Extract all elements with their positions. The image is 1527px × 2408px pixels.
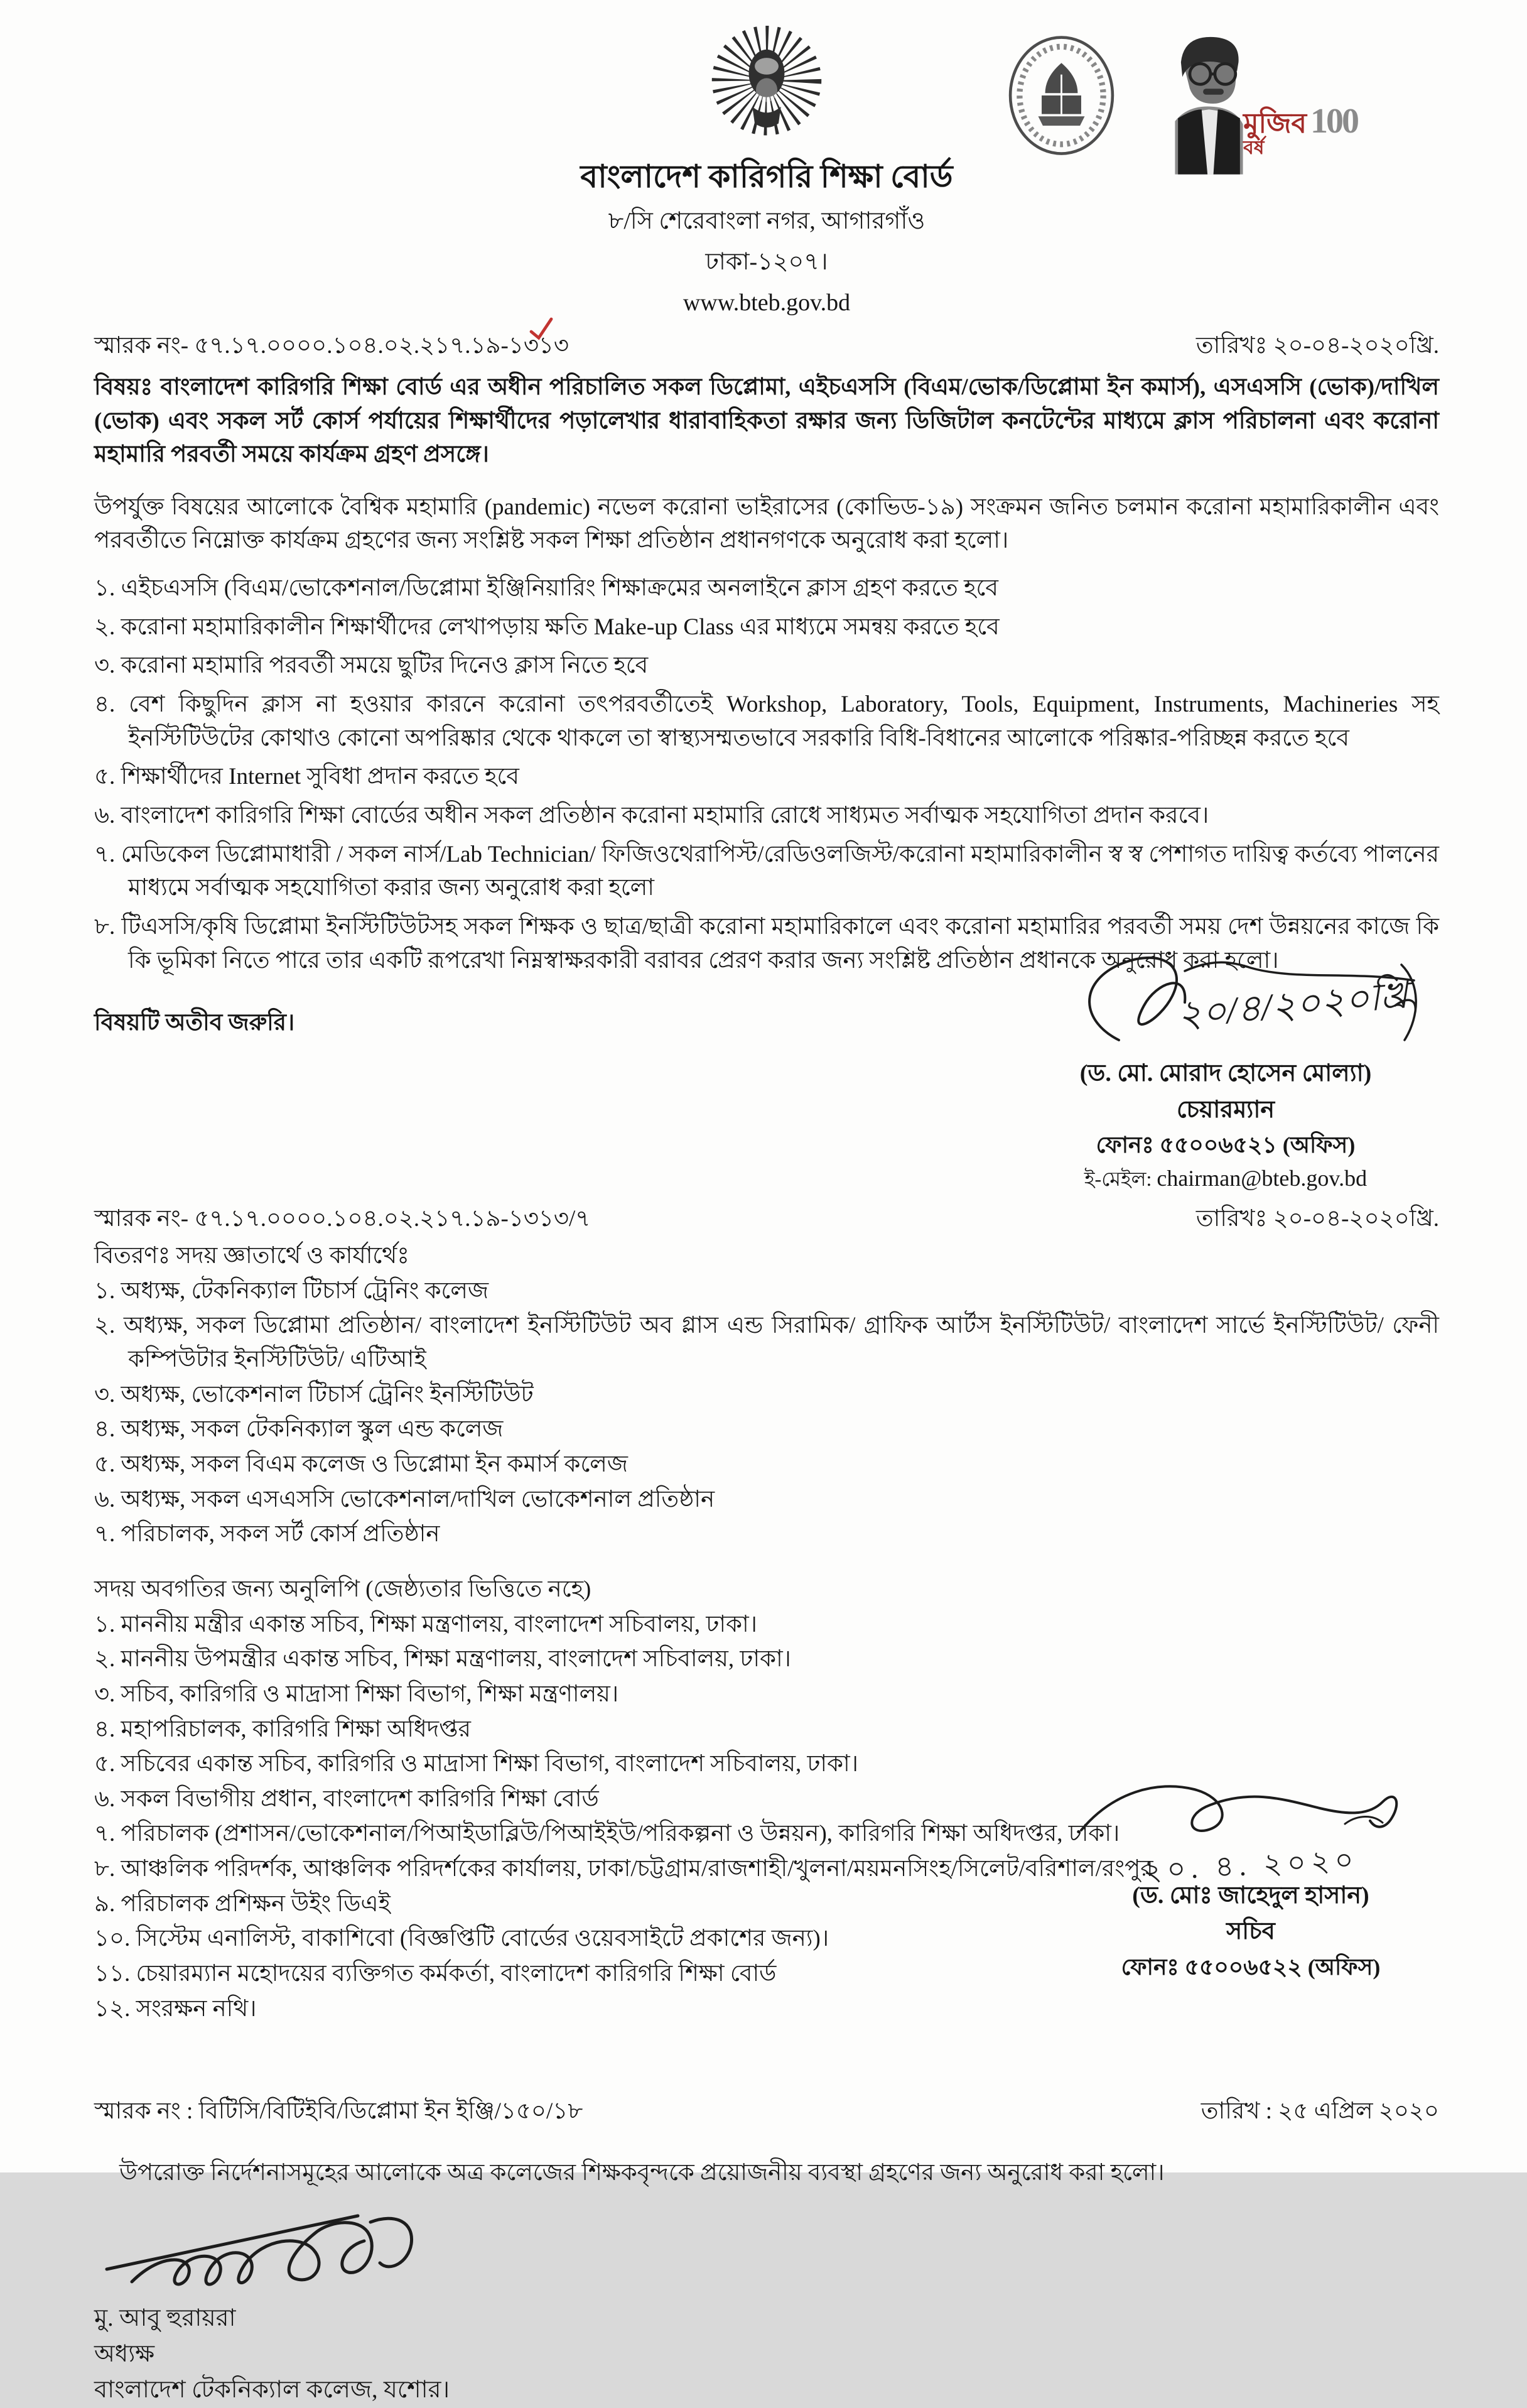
forwarding-note: উপরোক্ত নির্দেশনাসমূহের আলোকে অত্র কলেজের শিক্ষকবৃন্দকে প্রয়োজনীয় ব্যবস্থা গ্রহণের জন্য অনুরোধ করা হলো। (119, 2159, 1165, 2186)
copy-heading: সদয় অবগতির জন্য অনুলিপি (জেষ্ঠ্যতার ভিত্তিতে নহে) (94, 1576, 591, 1602)
org-website: www.bteb.gov.bd (683, 290, 851, 317)
org-name: বাংলাদেশ কারিগরি শিক্ষা বোর্ড (580, 159, 953, 194)
chairman-name: (ড. মো. মোরাদ হোসেন মোল্যা) (1079, 1060, 1372, 1087)
copy-item: ১. মাননীয় মন্ত্রীর একান্ত সচিব, শিক্ষা মন্ত্রণালয়, বাংলাদেশ সচিবালয়, ঢাকা। (94, 1611, 757, 1637)
directive-item: ১. এইচএসসি (বিএম/ভোকেশনাল/ডিপ্লোমা ইঞ্জিনিয়ারিং শিক্ষাক্রমের অনলাইনে ক্লাস গ্রহণ করতে হবে (94, 575, 998, 602)
secretary-signature-block (1075, 1755, 1427, 1982)
chairman-handwritten-date: ২০/৪/২০২০খ্রি (1175, 974, 1410, 1036)
memo2-date: তারিখঃ ২০-০৪-২০২০খ্রি. (1195, 1205, 1439, 1232)
distribution-item: ২. অধ্যক্ষ, সকল ডিপ্লোমা প্রতিষ্ঠান/ বাংলাদেশ ইনস্টিটিউট অব গ্লাস এন্ড সিরামিক/ গ্রাফিক আর্টস ইনস্টিটিউট/ বাংলাদেশ সার্ভে ইনস্টিটিউট/ ফেনী কম্পিউটার ইনস্টিটিউট/ এটিআই (94, 1313, 1439, 1373)
principal-signature (94, 2194, 1439, 2301)
distribution-item: ১. অধ্যক্ষ, টেকনিক্যাল টিচার্স ট্রেনিং কলেজ (94, 1277, 489, 1304)
copy-item: ৯. পরিচালক প্রশিক্ষন উইং ডিএই (94, 1890, 391, 1917)
copy-item: ৭. পরিচালক (প্রশাসন/ভোকেশনাল/পিআইডাব্লিউ/পিআইইউ/পরিকল্পনা ও উন্নয়ন), কারিগরি শিক্ষা অধিদপ্তর, ঢাকা। (94, 1821, 1120, 1847)
mujib-logo-100: 100 (1310, 102, 1357, 141)
secretary-phone: ফোনঃ ৫৫০০৬৫২২ (অফিস) (1121, 1954, 1381, 1980)
org-address: ৮/সি শেরেবাংলা নগর, আগারগাঁও (608, 208, 925, 234)
chairman-title: চেয়ারম্যান (1176, 1096, 1275, 1123)
intro-paragraph: উপর্যুক্ত বিষয়ের আলোকে বৈশ্বিক মহামারি (pandemic) নভেল করোনা ভাইরাসের (কোভিড-১৯) সংক্রমন জনিত চলমান করোনা মহামারিকালীন এবং পরবর্তীতে নিম্নোক্ত কার্যক্রম গ্রহণের জন্য সংশ্লিষ্ট সকল শিক্ষা প্রতিষ্ঠান প্রধানগণকে অনুরোধ করা হলো। (94, 494, 1439, 554)
secretary-title: সচিব (1226, 1918, 1275, 1945)
copy-item: ৪. মহাপরিচালক, কারিগরি শিক্ষা অধিদপ্তর (94, 1716, 471, 1742)
chairman-phone: ফোনঃ ৫৫০০৬৫২১ (অফিস) (1096, 1132, 1356, 1158)
secretary-handwritten-date: ২০. ৪. ২০২০ (1142, 1843, 1359, 1887)
memo2-row (94, 1202, 1439, 1236)
chairman-email-label: ই-মেইল: (1084, 1167, 1152, 1190)
principal-title: অধ্যক্ষ (94, 2340, 155, 2367)
bteb-starburst-seal-icon (707, 14, 826, 152)
distribution-list (94, 1274, 1439, 1551)
mujib100-logo (1157, 33, 1357, 180)
chairman-email: chairman@bteb.gov.bd (1157, 1165, 1368, 1191)
org-city: ঢাকা-১২০৭। (705, 249, 828, 276)
chairman-email-row (1025, 1164, 1427, 1193)
memo3-date: তারিখ : ২৫ এপ্রিল ২০২০ (1201, 2098, 1439, 2125)
directive-item: ৪. বেশ কিছুদিন ক্লাস না হওয়ার কারনে করোনা তৎপরবর্তীতেই Workshop, Laboratory, Tools, Equipment, Instruments, Machineries সহ ইনস্টিটিউটের কোথাও কোনো অপরিষ্কার থেকে থাকলে তা স্বাস্থ্যসম্মতভাবে সরকারি বিধি-বিধানের আলোকে পরিষ্কার-পরিচ্ছন্ন করতে হবে (94, 691, 1439, 751)
directive-item: ৫. শিক্ষার্থীদের Internet সুবিধা প্রদান করতে হবে (94, 764, 519, 790)
distribution-item: ৬. অধ্যক্ষ, সকল এসএসসি ভোকেশনাল/দাখিল ভোকেশনাল প্রতিষ্ঠান (94, 1486, 715, 1512)
directive-item: ৬. বাংলাদেশ কারিগরি শিক্ষা বোর্ডের অধীন সকল প্রতিষ্ঠান করোনা মহামারি রোধে সাধ্যমত সর্বাত্মক সহযোগিতা প্রদান করবে। (94, 802, 1209, 828)
red-tick-mark (527, 317, 555, 342)
directive-item: ৩. করোনা মহামারি পরবর্তী সময়ে ছুটির দিনেও ক্লাস নিতে হবে (94, 653, 649, 679)
mujib-logo-word: মুজিব (1243, 108, 1307, 139)
directive-item: ৭. মেডিকেল ডিপ্লোমাধারী / সকল নার্স/Lab Technician/ ফিজিওথেরাপিস্ট/রেডিওলজিস্ট/করোনা মহামারিকালীন স্ব স্ব পেশাগত দায়িত্ব কর্তব্যে পালনের মাধ্যমে সর্বাত্মক সহযোগিতা করার জন্য অনুরোধ করা হলো (94, 841, 1439, 901)
distribution-item: ৫. অধ্যক্ষ, সকল বিএম কলেজ ও ডিপ্লোমা ইন কমার্স কলেজ (94, 1451, 628, 1478)
chairman-signature (1025, 946, 1427, 1062)
copy-item: ৩. সচিব, কারিগরি ও মাদ্রাসা শিক্ষা বিভাগ, শিক্ষা মন্ত্রণালয়। (94, 1681, 619, 1707)
directive-item: ৮. টিএসসি/কৃষি ডিপ্লোমা ইনস্টিটিউটসহ সকল শিক্ষক ও ছাত্র/ছাত্রী করোনা মহামারিকালে এবং করোনা মহামারির পরবর্তী সময় দেশ উন্নয়নের কাজে কি কি ভূমিকা নিতে পারে তার একটি রূপরেখা নিম্নস্বাক্ষরকারী বরাবর প্রেরণ করার জন্য সংশ্লিষ্ট প্রতিষ্ঠান প্রধানকে অনুরোধ করা হলো। (94, 913, 1439, 974)
distribution-item: ৩. অধ্যক্ষ, ভোকেশনাল টিচার্স ট্রেনিং ইনস্টিটিউট (94, 1381, 534, 1407)
principal-signature-block (94, 2194, 1439, 2408)
memo2-number: স্মারক নং- ৫৭.১৭.০০০০.১০৪.০২.২১৭.১৯-১৩১৩/৭ (94, 1205, 591, 1232)
directive-list (94, 572, 1439, 977)
principal-name: মু. আবু হুরায়রা (94, 2304, 236, 2331)
copy-item: ১০. সিস্টেম এনালিস্ট, বাকাশিবো (বিজ্ঞপ্তিটি বোর্ডের ওয়েবসাইটে প্রকাশের জন্য)। (94, 1926, 829, 1952)
directive-item: ২. করোনা মহামারিকালীন শিক্ষার্থীদের লেখাপড়ায় ক্ষতি Make-up Class এর মাধ্যমে সমন্বয় করতে হবে (94, 614, 1000, 640)
copy-item: ২. মাননীয় উপমন্ত্রীর একান্ত সচিব, শিক্ষা মন্ত্রণালয়, বাংলাদেশ সচিবালয়, ঢাকা। (94, 1646, 791, 1673)
distribution-heading: বিতরণঃ সদয় জ্ঞাতার্থে ও কার্যার্থেঃ (94, 1243, 409, 1269)
mujib-logo-borsho: বর্ষ (1243, 138, 1265, 158)
copy-item: ৫. সচিবের একান্ত সচিব, কারিগরি ও মাদ্রাসা শিক্ষা বিভাগ, বাংলাদেশ সচিবালয়, ঢাকা। (94, 1751, 858, 1777)
urgent-note: বিষয়টি অতীব জরুরি। (94, 1010, 295, 1036)
memo3-row (94, 2095, 1439, 2129)
copy-item: ১২. সংরক্ষন নথি। (94, 1995, 257, 2022)
chairman-signature-block (1025, 946, 1427, 1193)
memo1-date: তারিখঃ ২০-০৪-২০২০খ্রি. (1195, 333, 1439, 359)
distribution-item: ৭. পরিচালক, সকল সর্ট কোর্স প্রতিষ্ঠান (94, 1521, 440, 1548)
memo1-number: স্মারক নং- ৫৭.১৭.০০০০.১০৪.০২.২১৭.১৯-১৩১৩ (94, 333, 569, 359)
letterhead (94, 14, 1439, 320)
memo1-row (94, 329, 1439, 363)
principal-institution: বাংলাদেশ টেকনিক্যাল কলেজ, যশোর। (94, 2376, 450, 2403)
copy-item: ৬. সকল বিভাগীয় প্রধান, বাংলাদেশ কারিগরি শিক্ষা বোর্ড (94, 1786, 599, 1812)
copy-item: ১১. চেয়ারম্যান মহোদয়ের ব্যক্তিগত কর্মকর্তা, বাংলাদেশ কারিগরি শিক্ষা বোর্ড (94, 1961, 777, 1987)
distribution-item: ৪. অধ্যক্ষ, সকল টেকনিক্যাল স্কুল এন্ড কলেজ (94, 1416, 504, 1443)
bteb-round-seal-icon (1003, 33, 1120, 158)
copy-item: ৮. আঞ্চলিক পরিদর্শক, আঞ্চলিক পরিদর্শকের কার্যালয়, ঢাকা/চট্টগ্রাম/রাজশাহী/খুলনা/ময়মনসিংহ/সিলেট/বরিশাল/রংপুর (94, 1856, 1153, 1882)
secretary-name: (ড. মোঃ জাহেদুল হাসান) (1132, 1882, 1369, 1909)
memo3-number: স্মারক নং : বিটিসি/বিটিইবি/ডিপ্লোমা ইন ইঞ্জি/১৫০/১৮ (94, 2098, 583, 2125)
subject-line: বিষয়ঃ বাংলাদেশ কারিগরি শিক্ষা বোর্ড এর অধীন পরিচালিত সকল ডিপ্লোমা, এইচএসসি (বিএম/ভোক/ডিপ্লোমা ইন কমার্স), এসএসসি (ভোক)/দাখিল (ভোক) এবং সকল সর্ট কোর্স পর্যায়ের শিক্ষার্থীদের পড়ালেখার ধারাবাহিকতা রক্ষার জন্য ডিজিটাল কনটেন্টের মাধ্যমে ক্লাস পরিচালনা এবং করোনা মহামারি পরবর্তী সময়ে কার্যক্রম গ্রহণ প্রসঙ্গে। (94, 374, 1439, 468)
